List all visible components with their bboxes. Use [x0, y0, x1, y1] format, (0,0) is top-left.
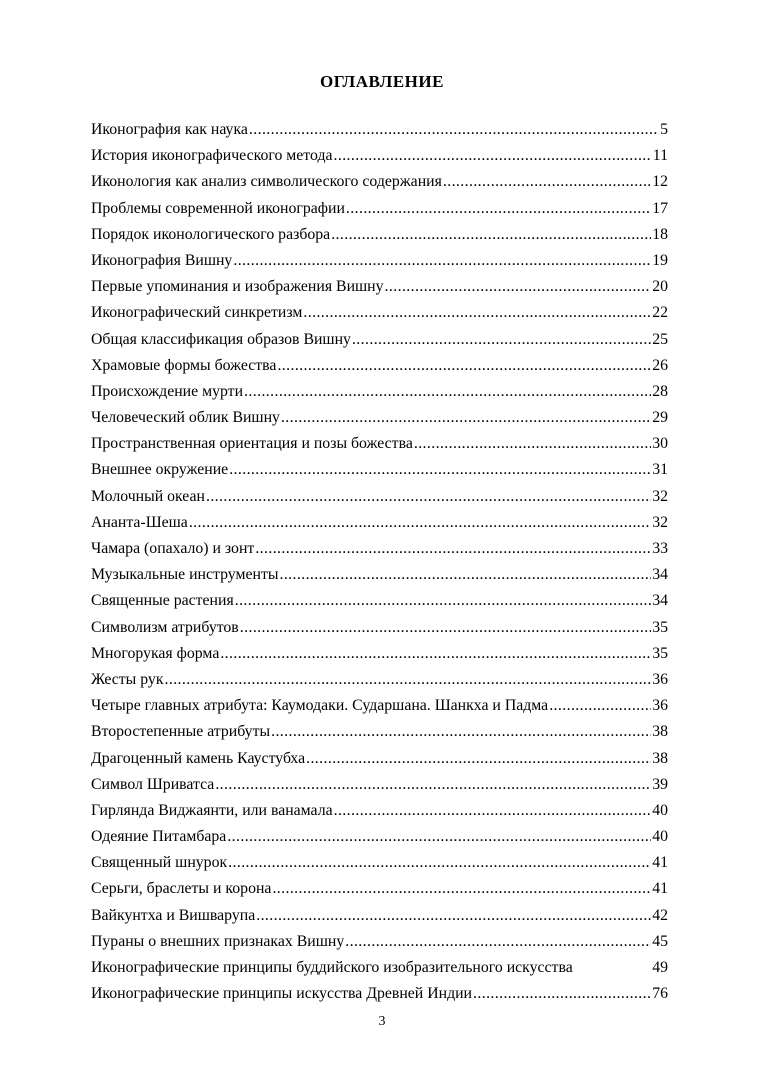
toc-entry-page: 39 [652, 775, 668, 793]
toc-entry-leader [334, 802, 652, 820]
toc-entry-page: 32 [652, 513, 668, 531]
toc-entry-page: 30 [652, 435, 668, 453]
toc-entry[interactable] [91, 933, 668, 959]
toc-entry[interactable] [91, 566, 668, 592]
toc-entry[interactable] [91, 645, 668, 671]
toc-entry-title: Четыре главных атрибута: Каумодаки. Сударшана. Шанкха и Падма [91, 697, 549, 715]
page-number: 3 [378, 1014, 386, 1029]
toc-entry-page: 22 [652, 304, 668, 322]
toc-entry-page: 28 [652, 382, 668, 400]
toc-entry-leader [352, 331, 651, 349]
toc-entry-title: Священные растения [91, 592, 234, 610]
toc-entry-title: Происхождение мурти [91, 382, 244, 400]
toc-entry-leader [331, 226, 651, 244]
toc-entry-leader [272, 880, 651, 898]
toc-entry[interactable] [91, 828, 668, 854]
toc-entry-leader [240, 619, 651, 637]
toc-entry[interactable] [91, 959, 668, 985]
toc-entry-title: Драгоценный камень Каустубха [91, 749, 306, 767]
toc-entry[interactable] [91, 592, 668, 618]
toc-entry-title: История иконографического метода [91, 147, 333, 165]
toc-entry-title: Иконография как наука [91, 121, 248, 138]
toc-entry-page: 25 [652, 330, 668, 348]
table-of-contents [91, 121, 668, 1011]
toc-entry-page: 5 [660, 121, 668, 138]
toc-entry[interactable] [91, 200, 668, 226]
toc-entry[interactable] [91, 514, 668, 540]
toc-entry-leader [228, 854, 651, 872]
toc-entry[interactable] [91, 723, 668, 749]
toc-entry-title: Второстепенные атрибуты [91, 723, 271, 741]
toc-entry[interactable] [91, 776, 668, 802]
toc-entry-page: 36 [652, 670, 668, 688]
toc-entry-page: 17 [652, 199, 668, 217]
toc-entry-title: Символ Шриватса [91, 775, 215, 793]
toc-entry[interactable] [91, 671, 668, 697]
toc-entry-title: Иконология как анализ символического содержания [91, 173, 442, 191]
toc-entry-title: Ананта-Шеша [91, 513, 188, 531]
toc-entry-leader [281, 409, 651, 427]
page-heading: ОГЛАВЛЕНИЕ [320, 72, 444, 91]
toc-entry-title: Иконография Вишну [91, 251, 233, 269]
toc-entry-leader [165, 671, 652, 689]
toc-entry-leader [189, 514, 651, 532]
toc-entry-title: Серьги, браслеты и корона [91, 880, 272, 898]
toc-entry-page: 40 [652, 801, 668, 819]
toc-entry-page: 26 [652, 356, 668, 374]
toc-entry[interactable] [91, 540, 668, 566]
toc-entry-title: Музыкальные инструменты [91, 566, 279, 584]
toc-entry-page: 35 [652, 618, 668, 636]
toc-entry[interactable] [91, 173, 668, 199]
toc-entry[interactable] [91, 252, 668, 278]
toc-entry[interactable] [91, 619, 668, 645]
toc-entry-leader [306, 750, 651, 768]
toc-entry-title: Одеяние Питамбара [91, 828, 227, 846]
toc-entry-title: Иконографические принципы буддийского изобразительного искусства [91, 959, 573, 976]
toc-entry[interactable] [91, 907, 668, 933]
toc-entry[interactable] [91, 985, 668, 1011]
toc-entry[interactable] [91, 488, 668, 514]
toc-entry-title: Иконографический синкретизм [91, 304, 303, 322]
toc-entry[interactable] [91, 226, 668, 252]
toc-entry[interactable] [91, 383, 668, 409]
toc-entry-title: Храмовые формы божества [91, 356, 277, 374]
toc-entry-page: 18 [652, 225, 668, 243]
toc-entry-page: 40 [652, 828, 668, 846]
toc-entry-leader [249, 121, 659, 139]
toc-entry-title: Молочный океан [91, 487, 205, 505]
toc-entry-title: Порядок иконологического разбора [91, 225, 331, 243]
toc-entry-leader [279, 566, 651, 584]
toc-entry-leader [346, 200, 651, 218]
toc-entry-title: Проблемы современной иконографии [91, 199, 345, 217]
toc-entry-title: Священный шнурок [91, 854, 228, 872]
toc-entry-page: 38 [652, 749, 668, 767]
toc-entry-page: 34 [652, 566, 668, 584]
toc-entry-page: 49 [652, 959, 668, 976]
toc-entry[interactable] [91, 331, 668, 357]
toc-entry[interactable] [91, 357, 668, 383]
toc-entry-leader [215, 776, 651, 794]
toc-entry-page: 34 [652, 592, 668, 610]
toc-entry-title: Вайкунтха и Вишварупа [91, 906, 256, 924]
toc-entry-page: 11 [652, 147, 668, 165]
toc-entry-page: 45 [652, 932, 668, 950]
toc-entry-page: 33 [652, 540, 668, 557]
toc-entry-leader [271, 723, 651, 741]
toc-entry-title: Символизм атрибутов [91, 618, 239, 636]
toc-entry[interactable] [91, 750, 668, 776]
toc-entry-page: 42 [652, 906, 668, 924]
toc-entry-page: 32 [652, 487, 668, 505]
toc-entry-title: Пространственная ориентация и позы божества [91, 435, 413, 453]
toc-entry[interactable] [91, 697, 668, 723]
toc-entry[interactable] [91, 147, 668, 173]
toc-entry-leader [277, 357, 651, 375]
toc-entry-leader [443, 173, 651, 191]
toc-entry-page: 35 [652, 644, 668, 662]
toc-entry-leader [235, 592, 651, 610]
toc-entry-leader [233, 252, 651, 270]
toc-entry-leader [385, 278, 652, 296]
toc-entry-title: Человеческий облик Вишну [91, 409, 280, 427]
toc-entry-page: 38 [652, 723, 668, 741]
toc-entry-page: 36 [652, 697, 668, 715]
toc-entry-title: Пураны о внешних признаках Вишну [91, 932, 345, 950]
toc-entry-leader [414, 435, 651, 453]
toc-entry[interactable] [91, 461, 668, 487]
toc-entry-leader [255, 540, 651, 558]
toc-entry-leader [227, 828, 651, 846]
toc-entry-leader [206, 488, 651, 506]
toc-entry-page: 29 [652, 409, 668, 427]
toc-entry[interactable] [91, 278, 668, 304]
toc-entry[interactable] [91, 435, 668, 461]
toc-entry[interactable] [91, 854, 668, 880]
toc-entry-page: 12 [652, 173, 668, 191]
toc-entry-leader [345, 933, 651, 951]
toc-entry-leader [256, 907, 651, 925]
toc-entry-page: 19 [652, 251, 668, 269]
toc-entry[interactable] [91, 409, 668, 435]
toc-entry-page: 41 [652, 854, 668, 872]
toc-entry-leader [220, 645, 651, 663]
toc-entry-title: Внешнее окружение [91, 461, 229, 479]
toc-entry-leader [473, 985, 651, 1003]
toc-entry-leader [549, 697, 651, 715]
toc-entry-title: Иконографические принципы искусства Древней Индии [91, 985, 473, 1003]
toc-entry-title: Первые упоминания и изображения Вишну [91, 278, 384, 296]
toc-entry-title: Гирлянда Виджаянти, или ванамала [91, 801, 333, 819]
toc-entry-leader [244, 383, 651, 401]
toc-entry-page: 31 [652, 461, 668, 479]
toc-entry-leader [334, 147, 652, 165]
toc-entry[interactable] [91, 880, 668, 906]
toc-entry-title: Жесты рук [91, 670, 164, 688]
toc-entry-page: 20 [652, 278, 668, 296]
toc-entry-title: Чамара (опахало) и зонт [91, 540, 255, 557]
toc-entry-leader [303, 304, 651, 322]
toc-entry-title: Общая классификация образов Вишну [91, 330, 351, 348]
toc-entry[interactable] [91, 304, 668, 330]
toc-entry[interactable] [91, 121, 668, 147]
toc-entry-page: 76 [652, 985, 668, 1003]
toc-entry-leader [229, 461, 651, 479]
toc-entry-page: 41 [652, 880, 668, 898]
toc-entry-title: Многорукая форма [91, 644, 220, 662]
toc-entry[interactable] [91, 802, 668, 828]
